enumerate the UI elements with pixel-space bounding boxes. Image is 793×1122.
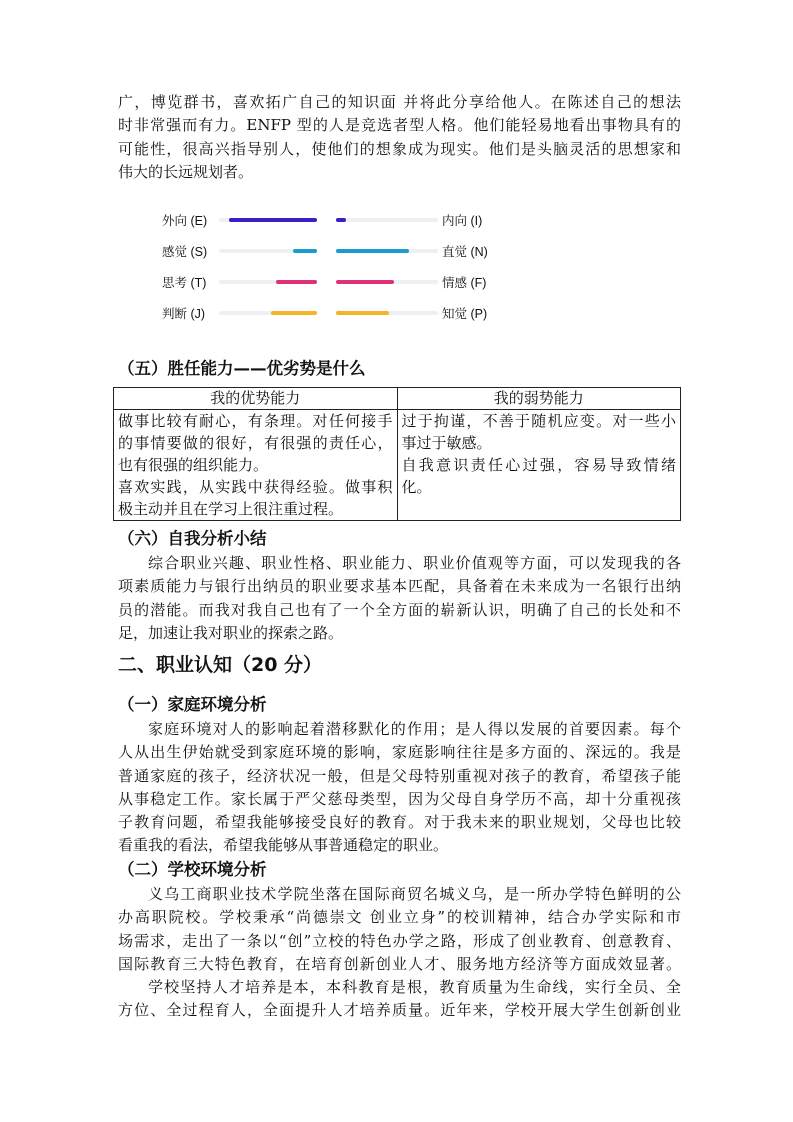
mbti-chart (162, 206, 502, 330)
text-line: 综合职业兴趣、职业性格、职业能力、职业价值观等方面，可以发现我的各 (148, 554, 681, 572)
section-heading-summary: （六）自我分析小结 (118, 529, 267, 548)
text-line: 员的潜能。而我对我自己也有了一个全方面的崭新认识，明确了自己的长处和不 (118, 600, 681, 619)
text-line: 伟大的长远规划者。 (118, 162, 254, 181)
text-line: 极主动并且在学习上很注重过程。 (118, 500, 344, 518)
column-header-weaknesses: 我的弱势能力 (397, 388, 681, 410)
text-line: 可能性，很高兴指导别人，使他们的想象成为现实。他们是头脑灵活的思想家和 (118, 139, 681, 158)
text-line: 子教育问题，希望我能够接受良好的教育。对于我未来的职业规划，父母也比较 (118, 813, 681, 832)
text-line: 喜欢实践，从实践中获得经验。做事积 (118, 478, 393, 496)
text-line: 看重我的看法，希望我能够从事普通稳定的职业。 (118, 836, 449, 855)
school-paragraph (118, 883, 681, 1023)
column-header-strengths: 我的优势能力 (114, 388, 398, 410)
mbti-left-label: 判断 (J) (162, 307, 206, 321)
chapter-heading-career-cognition: 二、职业认知（20 分） (118, 654, 323, 676)
mbti-left-track (219, 249, 317, 253)
mbti-left-label: 感觉 (S) (162, 245, 208, 259)
text-line: 办高职院校。学校秉承“尚德崇文 创业立身”的校训精神，结合办学实际和市 (118, 908, 681, 927)
mbti-left-fill (276, 280, 317, 284)
mbti-left-track (219, 218, 317, 222)
text-line: 家庭环境对人的影响起着潜移默化的作用；是人得以发展的首要因素。每个 (148, 720, 681, 738)
section-heading-family: （一）家庭环境分析 (118, 695, 267, 714)
text-line: 国际教育三大特色教育，在培育创新创业人才、服务地方经济等方面成效显著。 (118, 954, 681, 973)
text-line: 的事情要做的很好，有很强的责任心， (118, 434, 393, 452)
text-line: 项素质能力与银行出纳员的职业要求基本匹配，具备着在未来成为一名银行出纳 (118, 577, 681, 596)
strengths-weaknesses-table (113, 387, 681, 521)
strengths-cell (114, 410, 398, 521)
text-line: 过于拘谨，不善于随机应变。对一些小 (401, 412, 676, 430)
mbti-row (162, 237, 502, 268)
summary-paragraph (118, 552, 681, 645)
mbti-right-label: 内向 (I) (442, 214, 483, 228)
section-heading-school: （二）学校环境分析 (118, 860, 267, 879)
mbti-right-track (336, 249, 438, 253)
text-line: 义乌工商职业技术学院坐落在国际商贸名城义乌，是一所办学特色鲜明的公 (148, 885, 681, 903)
text-line: 事过于敏感。 (401, 434, 492, 452)
mbti-row (162, 299, 502, 330)
mbti-right-track (336, 218, 438, 222)
mbti-right-label: 直觉 (N) (442, 245, 488, 259)
section-heading-competency: （五）胜任能力——优劣势是什么 (118, 359, 366, 378)
text-line: 自我意识责任心过强，容易导致情绪 (401, 456, 676, 474)
mbti-row (162, 206, 502, 237)
mbti-right-fill (336, 280, 394, 284)
text-line: 场需求，走出了一条以“创”立校的特色办学之路，形成了创业教育、创意教育、 (118, 931, 681, 950)
text-line: 人从出生伊始就受到家庭环境的影响，家庭影响往往是多方面的、深远的。我是 (118, 743, 681, 762)
text-line: 也有很强的组织能力。 (118, 456, 269, 474)
text-line: 从事稳定工作。家长属于严父慈母类型，因为父母自身学历不高，却十分重视孩 (118, 789, 681, 808)
text-line: 普通家庭的孩子，经济状况一般，但是父母特别重视对孩子的教育，希望孩子能 (118, 766, 681, 785)
mbti-left-fill (293, 249, 317, 253)
mbti-right-fill (336, 218, 346, 222)
text-line: 方位、全过程育人，全面提升人才培养质量。近年来，学校开展大学生创新创业 (118, 1001, 681, 1020)
mbti-left-fill (229, 218, 317, 222)
mbti-left-fill (271, 311, 317, 315)
mbti-right-fill (336, 249, 409, 253)
family-paragraph (118, 718, 681, 858)
text-line: 学校坚持人才培养是本，本科教育是根，教育质量为生命线，实行全员、全 (148, 978, 681, 997)
mbti-right-fill (336, 311, 389, 315)
text-line: 做事比较有耐心，有条理。对任何接手 (118, 412, 393, 430)
mbti-left-label: 外向 (E) (162, 214, 208, 228)
intro-paragraph (118, 91, 681, 184)
text-line: 广，博览群书，喜欢拓广自己的知识面 并将此分享给他人。在陈述自己的想法 (118, 93, 681, 111)
mbti-left-label: 思考 (T) (162, 276, 207, 290)
text-line: 化。 (401, 478, 432, 496)
mbti-left-track (219, 311, 317, 315)
mbti-row (162, 268, 502, 299)
mbti-right-track (336, 280, 438, 284)
mbti-right-label: 情感 (F) (442, 276, 487, 290)
mbti-right-track (336, 311, 438, 315)
text-line: 时非常强而有力。ENFP 型的人是竞选者型人格。他们能轻易地看出事物具有的 (118, 116, 681, 135)
weaknesses-cell (397, 410, 681, 521)
mbti-right-label: 知觉 (P) (442, 307, 488, 321)
text-line: 足，加速让我对职业的探索之路。 (118, 623, 344, 642)
mbti-left-track (219, 280, 317, 284)
